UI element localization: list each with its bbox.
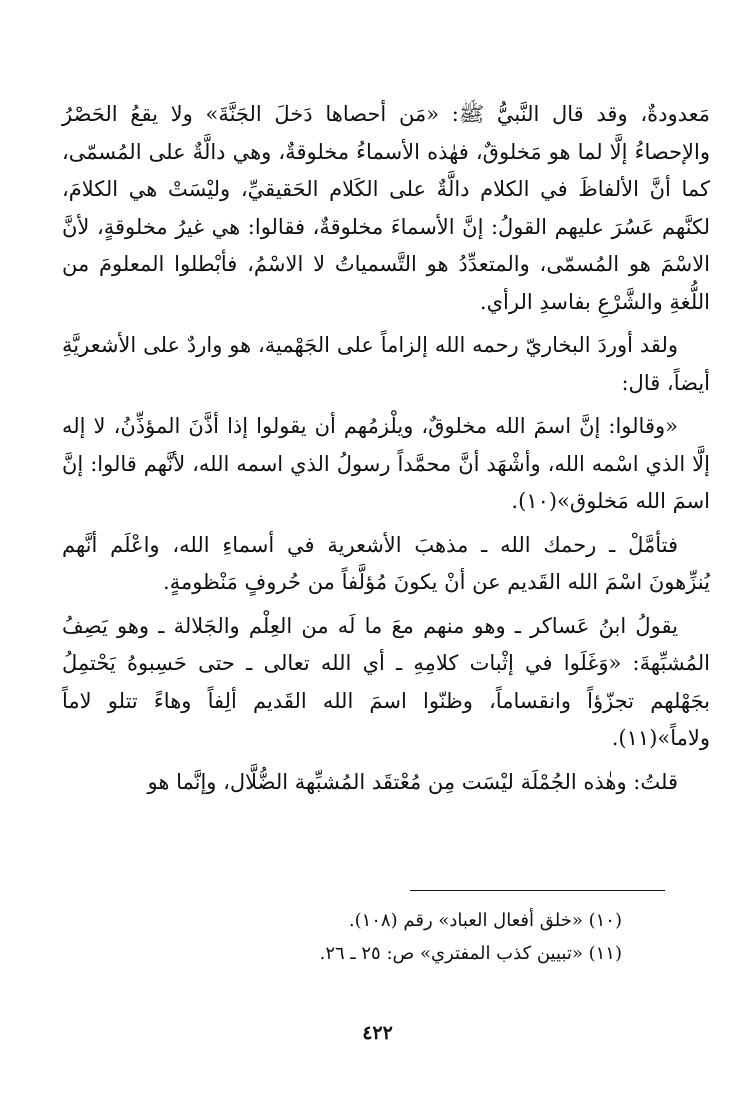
footnote-separator bbox=[410, 890, 665, 891]
paragraph-3-quote: «وقالوا: إنَّ اسمَ الله مخلوقٌ، ويلْزمُهم أن يقولوا إذا أذَّنَ المؤذِّنُ، لا إله إلَّا الذي اسْمه الله، وأشْهَد أنَّ محمَّداً رسولُ الذي اسمه الله، لأنَّهم قالوا: إنَّ اسمَ الله مَخلوق»(١٠). bbox=[62, 414, 710, 513]
footnote-11: (١١) «تبيين كذب المفتري» ص: ٢٥ ـ ٢٦. bbox=[319, 943, 622, 964]
footnote-10: (١٠) «خلق أفعال العباد» رقم (١٠٨). bbox=[348, 910, 622, 931]
page-number: ٤٢٢ bbox=[362, 1022, 393, 1044]
page-body bbox=[62, 96, 710, 807]
paragraph-4: فتأمَّلْ ـ رحمك الله ـ مذهبَ الأشعرية في أسماءِ الله، واعْلَم أنَّهم يُنزِّهونَ اسْمَ الله القَديم عن أنْ يكونَ مُؤلَّفاً من حُروفٍ مَنْظومةٍ. bbox=[62, 532, 710, 594]
paragraph-1: مَعدودةٌ، وقد قال النَّبيُّ ﷺ: «مَن أحصاها دَخلَ الجَنَّةَ» ولا يقعُ الحَصْرُ والإحصاءُ إلَّا لما هو مَخلوقٌ، فهٰذه الأسماءُ مخلوقةٌ، وهي دالَّةٌ على المُسمّى، كما أنَّ الألفاظَ في الكلام دالَّةٌ على الكَلام الحَقيقيِّ، وليْسَتْ هي الكلامَ، لكنَّهم عَسُرَ عليهم القولُ: إنَّ الأسماءَ مخلوقةٌ، فقالوا: هي غيرُ مخلوقةٍ، لأنَّ الاسْمَ هو المُسمّى، والمتعدِّدُ هو التَّسمياتُ لا الاسْمُ، فأبْطلوا المعلومَ من اللُّغةِ والشَّرْعِ بفاسدِ الرأي. bbox=[62, 102, 710, 314]
paragraph-5: يقولُ ابنُ عَساكر ـ وهو منهم معَ ما لَه من العِلْم والجَلالة ـ وهو يَصِفُ المُشبِّهةَ: «وَغَلَوا في إثْبات كلامِهِ ـ أي الله تعالى ـ حتى حَسِبوهُ يَحْتمِلُ بجَهْلهم تجزّؤاً وانقساماً، وظنّوا اسمَ الله القَديم ألِفاً وهاءً تتلو لاماً ولاماً»(١١). bbox=[62, 613, 710, 750]
footnotes bbox=[62, 904, 622, 970]
paragraph-2: ولقد أوردَ البخاريّ رحمه الله إلزاماً على الجَهْمية، هو واردٌ على الأشعريَّةِ أيضاً، قال: bbox=[62, 333, 710, 395]
paragraph-6: قلتُ: وهٰذه الجُمْلَة ليْسَت مِن مُعْتقَد المُشبِّهة الضُّلَّال، وإنَّما هو bbox=[147, 769, 678, 794]
